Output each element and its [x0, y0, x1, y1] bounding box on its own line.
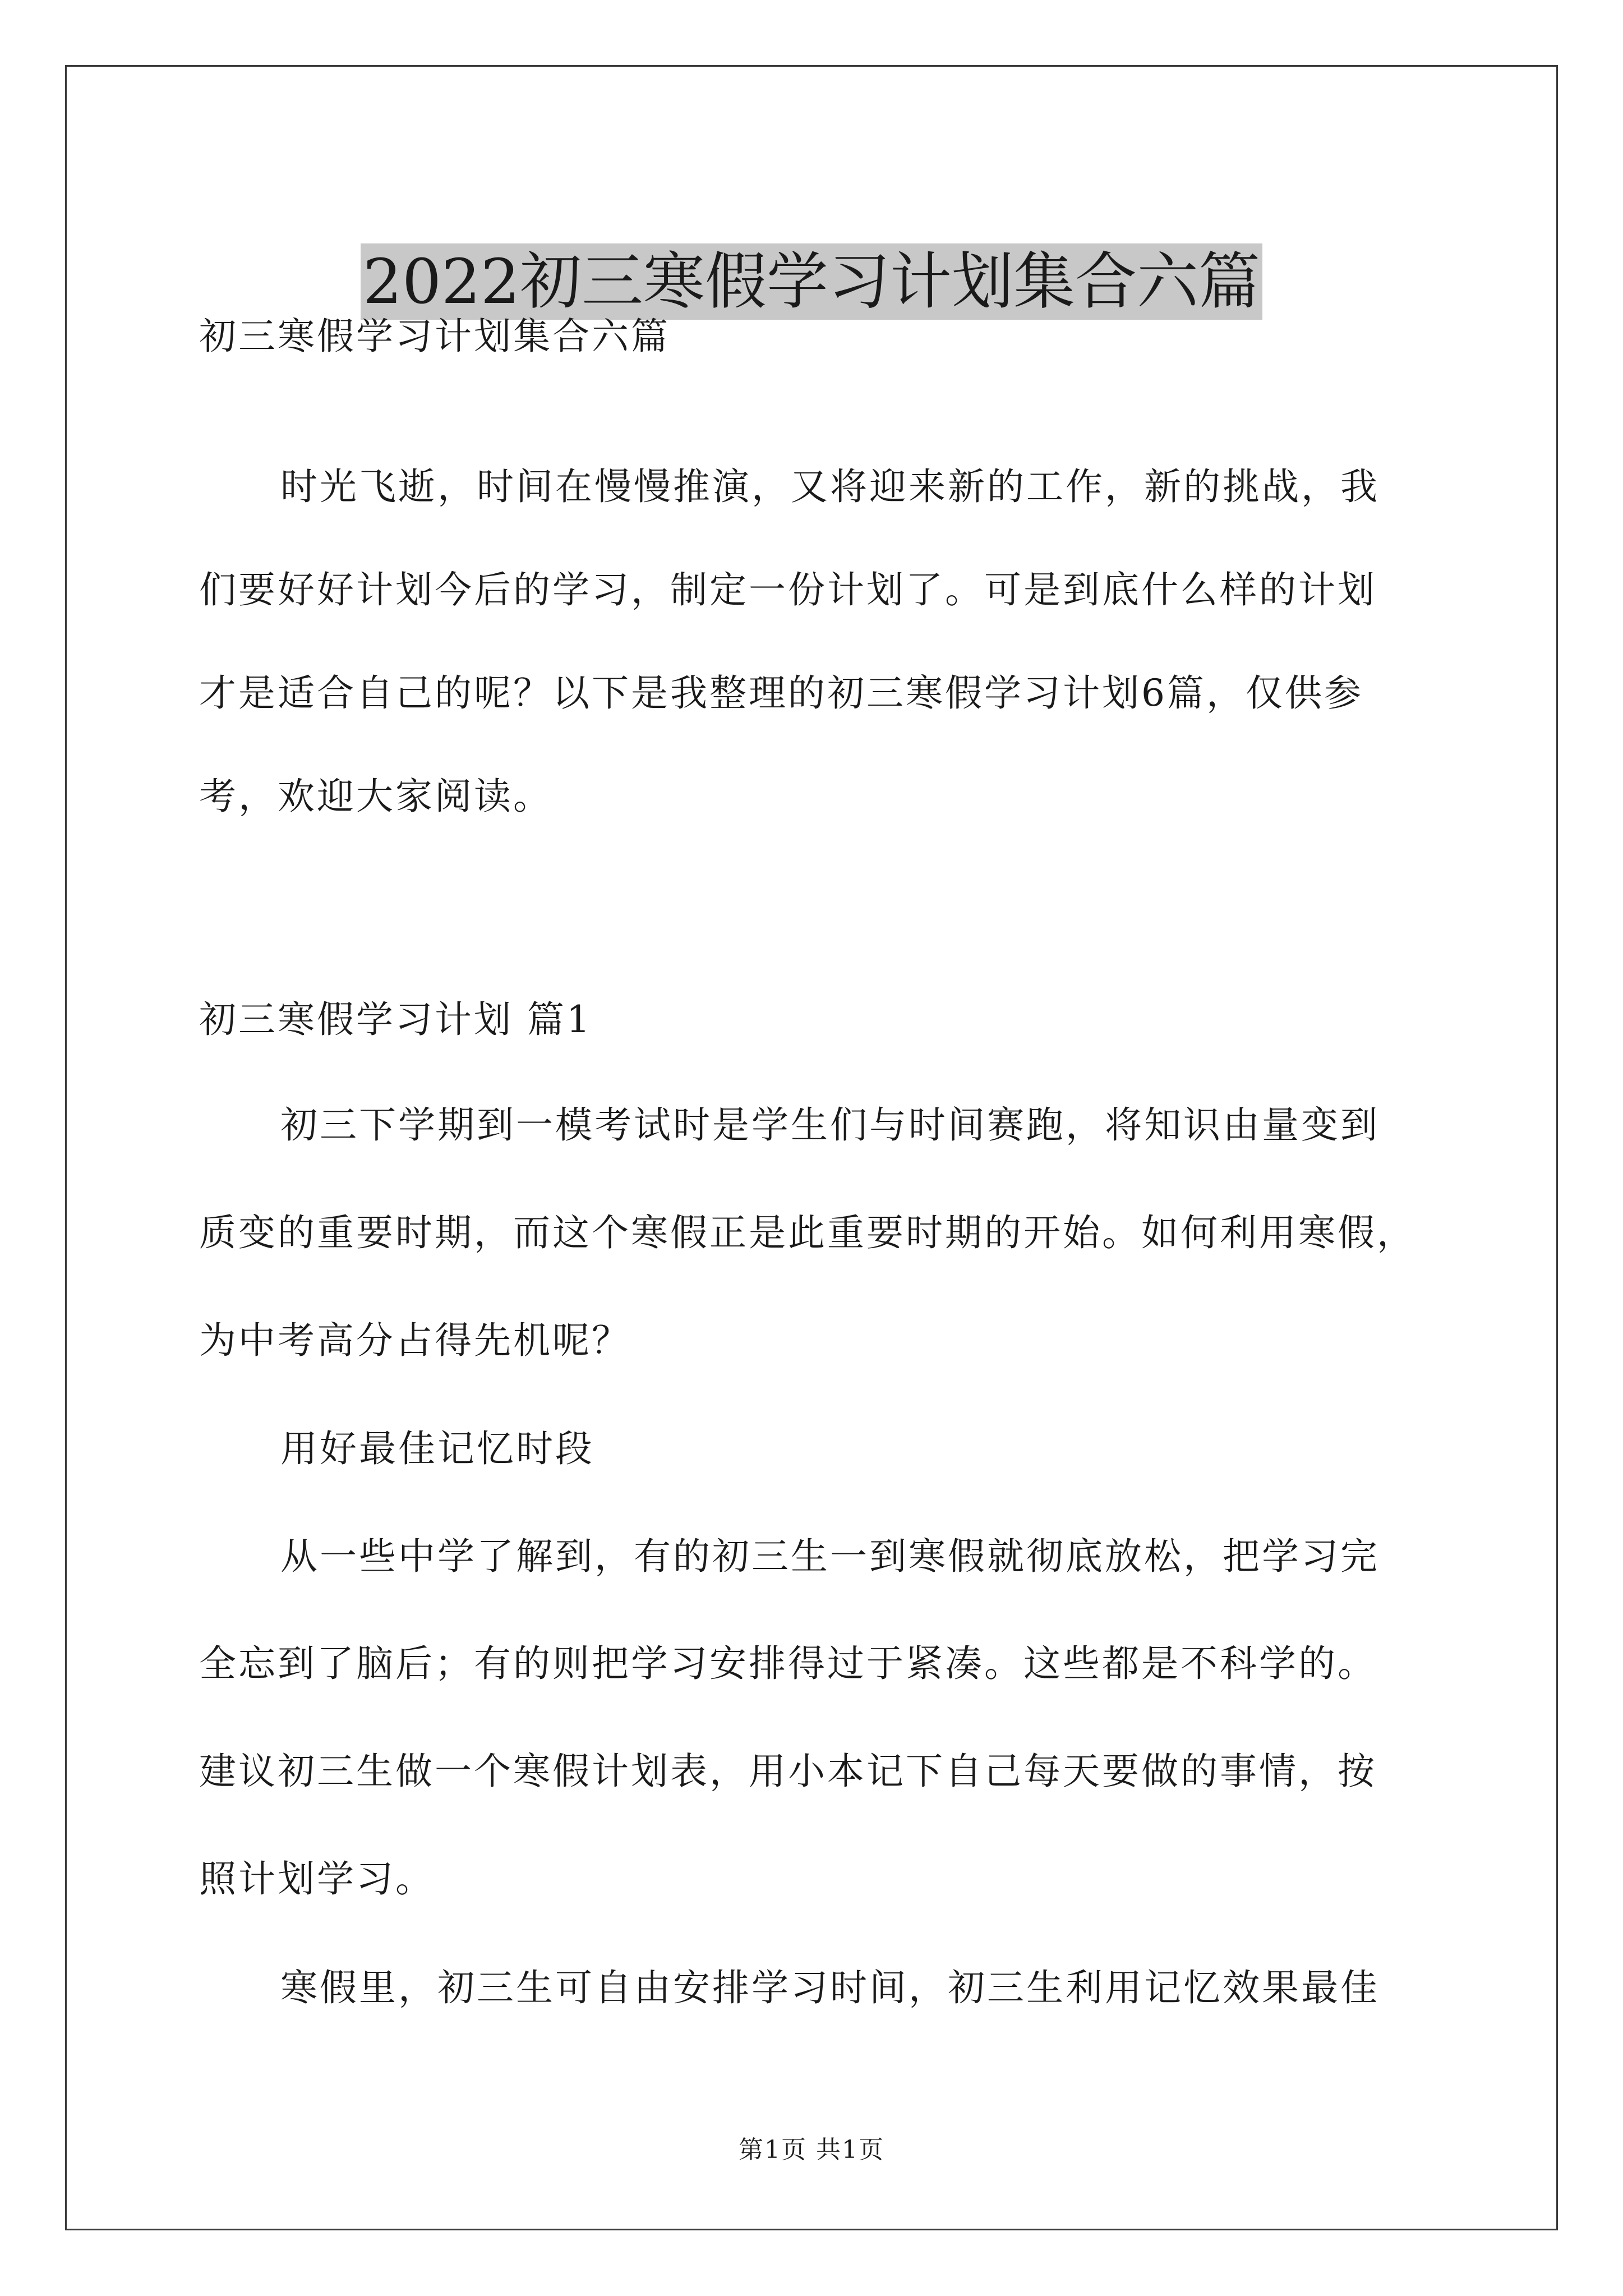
section-heading: 初三寒假学习计划 篇1 [199, 998, 592, 1041]
paragraph-line: 考，欢迎大家阅读。 [199, 775, 552, 818]
paragraph-line: 才是适合自己的呢？以下是我整理的初三寒假学习计划6篇，仅供参 [199, 671, 1363, 715]
paragraph-line: 建议初三生做一个寒假计划表，用小本记下自己每天要做的事情，按 [199, 1750, 1377, 1793]
paragraph-line: 从一些中学了解到，有的初三生一到寒假就彻底放松，把学习完 [280, 1535, 1380, 1578]
paragraph-line: 为中考高分占得先机呢？ [199, 1319, 631, 1362]
document-title: 2022初三寒假学习计划集合六篇 [361, 243, 1262, 320]
subheading-line: 用好最佳记忆时段 [280, 1427, 594, 1470]
paragraph-line: 们要好好计划今后的学习，制定一份计划了。可是到底什么样的计划 [199, 568, 1377, 611]
paragraph-line: 寒假里，初三生可自由安排学习时间，初三生利用记忆效果最佳 [280, 1966, 1380, 2009]
paragraph-line: 质变的重要时期，而这个寒假正是此重要时期的开始。如何利用寒假， [199, 1211, 1416, 1254]
subtitle-line: 初三寒假学习计划集合六篇 [199, 315, 670, 358]
paragraph-line: 初三下学期到一模考试时是学生们与时间赛跑，将知识由量变到 [280, 1103, 1380, 1147]
paragraph-line: 时光飞逝，时间在慢慢推演，又将迎来新的工作，新的挑战，我 [280, 465, 1380, 508]
paragraph-line: 全忘到了脑后；有的则把学习安排得过于紧凑。这些都是不科学的。 [199, 1642, 1377, 1685]
page-border [65, 65, 1558, 2230]
page-footer: 第1页 共1页 [739, 2136, 884, 2164]
paragraph-line: 照计划学习。 [199, 1857, 435, 1901]
